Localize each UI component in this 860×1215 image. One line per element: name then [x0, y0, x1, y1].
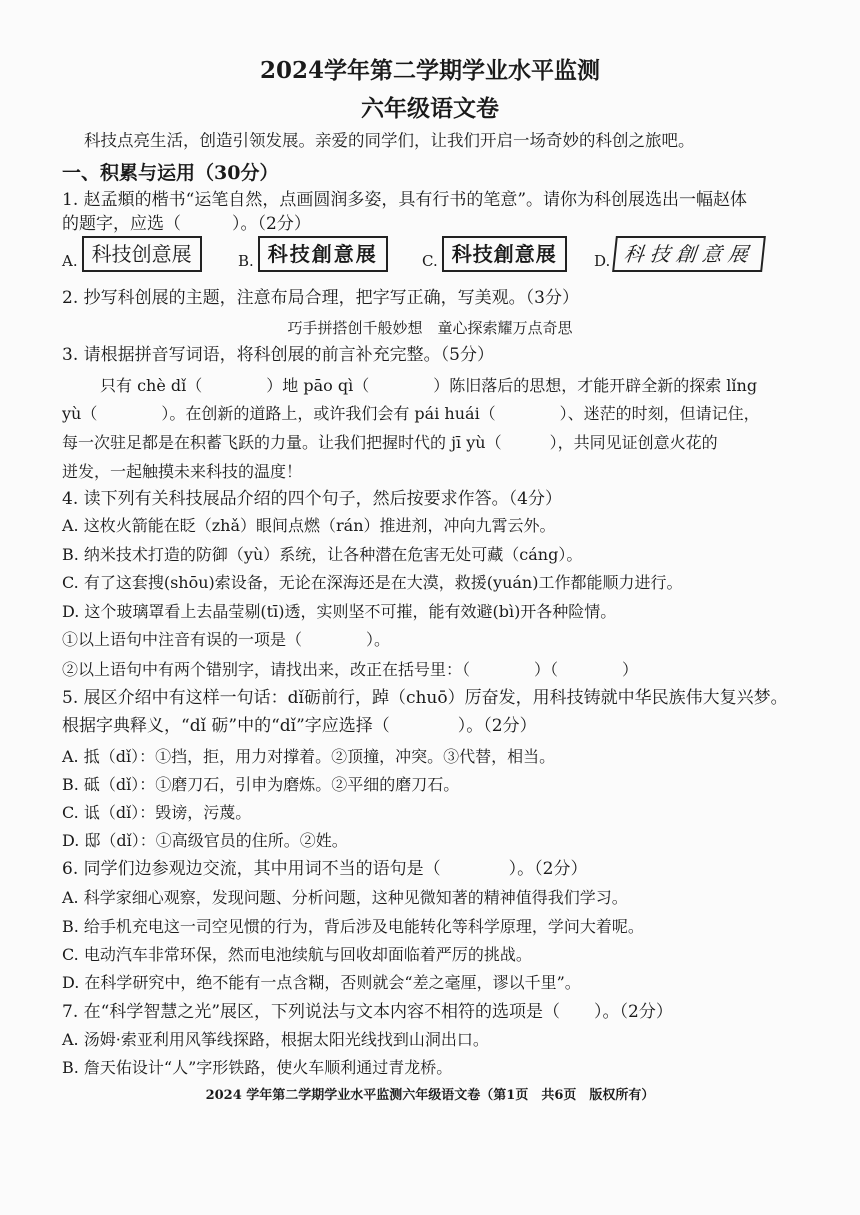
- q6-stem: 6. 同学们边参观边交流，其中用词不当的语句是（ ）。（2分）: [62, 859, 588, 879]
- option-letter: A.: [62, 252, 78, 270]
- q2-theme: 巧手拼搭创千般妙想 童心探索耀万点奇思: [287, 319, 573, 337]
- q5-stem-line2: 根据字典释义，“dǐ 砺”中的“dǐ”字应选择（ ）。（2分）: [62, 716, 537, 736]
- q4-option-b: B. 纳米技术打造的防御（yù）系统，让各种潜在危害无处可藏（cáng）。: [62, 545, 583, 564]
- calligraphy-sample-c: 科技創意展: [442, 236, 567, 272]
- q7-stem: 7. 在“科学智慧之光”展区，下列说法与文本内容不相符的选项是（ ）。（2分）: [62, 1002, 673, 1022]
- q6-option-b: B. 给手机充电这一司空见惯的行为，背后涉及电能转化等科学原理，学问大着呢。: [62, 917, 644, 936]
- q4-subquestion-2: ②以上语句中有两个错别字，请找出来，改正在括号里：（ ）（ ）: [62, 660, 639, 679]
- calligraphy-sample-d: 科技創意展: [612, 236, 766, 272]
- section-heading: 一、积累与运用（30分）: [62, 162, 279, 184]
- option-letter: C.: [422, 252, 438, 270]
- q5-option-b: B. 砥（dǐ）：①磨刀石，引申为磨炼。②平细的磨刀石。: [62, 775, 460, 794]
- q4-option-a: A. 这枚火箭能在眨（zhǎ）眼间点燃（rán）推进剂，冲向九霄云外。: [62, 516, 556, 535]
- q1-options: [62, 236, 802, 276]
- q6-option-c: C. 电动汽车非常环保，然而电池续航与回收却面临着严厉的挑战。: [62, 945, 532, 964]
- q6-option-a: A. 科学家细心观察，发现问题、分析问题，这种见微知著的精神值得我们学习。: [62, 888, 628, 907]
- q1-stem-line2: 的题字，应选（ ）。（2分）: [62, 214, 311, 234]
- q1-option-a: [62, 236, 202, 272]
- intro-text: 科技点亮生活，创造引领发展。亲爱的同学们，让我们开启一场奇妙的科创之旅吧。: [84, 131, 695, 150]
- q5-option-d: D. 邸（dǐ）：①高级官员的住所。②姓。: [62, 831, 348, 850]
- q7-option-b: B. 詹天佑设计“人”字形铁路，使火车顺利通过青龙桥。: [62, 1058, 453, 1077]
- q3-stem: 3. 请根据拼音写词语，将科创展的前言补充完整。（5分）: [62, 345, 494, 365]
- q3-passage-line1: 只有 chè dǐ（ ）地 pāo qì（ ）陈旧落后的思想，才能开辟全新的探索 lǐng: [100, 376, 758, 395]
- q4-option-c: C. 有了这套搜(shōu)索设备，无论在深海还是在大漠，救援(yuán)工作都能顺力进行。: [62, 573, 683, 592]
- page-title: 2024学年第二学期学业水平监测: [259, 57, 600, 84]
- page-footer: 2024 学年第二学期学业水平监测六年级语文卷（第1页 共6页 版权所有）: [205, 1088, 655, 1103]
- q1-option-b: [238, 236, 388, 272]
- q6-option-d: D. 在科学研究中，绝不能有一点含糊，否则就会“差之毫厘，谬以千里”。: [62, 973, 581, 992]
- q3-passage-line3: 每一次驻足都是在积蓄飞跃的力量。让我们把握时代的 jī yù（ ），共同见证创意火花的: [62, 433, 718, 452]
- calligraphy-sample-a: 科技创意展: [82, 236, 202, 272]
- q5-option-a: A. 抵（dǐ）：①挡，拒，用力对撑着。②顶撞，冲突。③代替，相当。: [62, 747, 556, 766]
- option-letter: B.: [238, 252, 254, 270]
- option-letter: D.: [594, 252, 611, 270]
- q4-subquestion-1: ①以上语句中注音有误的一项是（ ）。: [62, 630, 391, 649]
- q1-stem-line1: 1. 赵孟頫的楷书“运笔自然，点画圆润多姿，具有行书的笔意”。请你为科创展选出一幅赵体: [62, 190, 748, 210]
- q7-option-a: A. 汤姆·索亚利用风筝线探路，根据太阳光线找到山洞出口。: [62, 1030, 489, 1049]
- q1-option-c: [422, 236, 567, 272]
- q2-stem: 2. 抄写科创展的主题，注意布局合理，把字写正确，写美观。（3分）: [62, 288, 579, 308]
- q4-stem: 4. 读下列有关科技展品介绍的四个句子，然后按要求作答。（4分）: [62, 489, 562, 509]
- q1-option-d: [594, 236, 764, 272]
- q3-passage-line4: 迸发，一起触摸未来科技的温度！: [62, 462, 303, 481]
- q5-option-c: C. 诋（dǐ）：毁谤，污蔑。: [62, 803, 252, 822]
- q5-stem-line1: 5. 展区介绍中有这样一句话：dǐ砺前行，踔（chuō）厉奋发，用科技铸就中华民族伟大复兴梦。: [62, 688, 788, 708]
- page-subtitle: 六年级语文卷: [361, 95, 499, 122]
- calligraphy-sample-b: 科技創意展: [258, 236, 388, 272]
- q4-option-d: D. 这个玻璃罩看上去晶莹剔(tī)透，实则坚不可摧，能有效避(bì)开各种险情。: [62, 602, 617, 621]
- q3-passage-line2: yù（ ）。在创新的道路上，或许我们会有 pái huái（ ）、迷茫的时刻，但请记住，: [62, 404, 760, 423]
